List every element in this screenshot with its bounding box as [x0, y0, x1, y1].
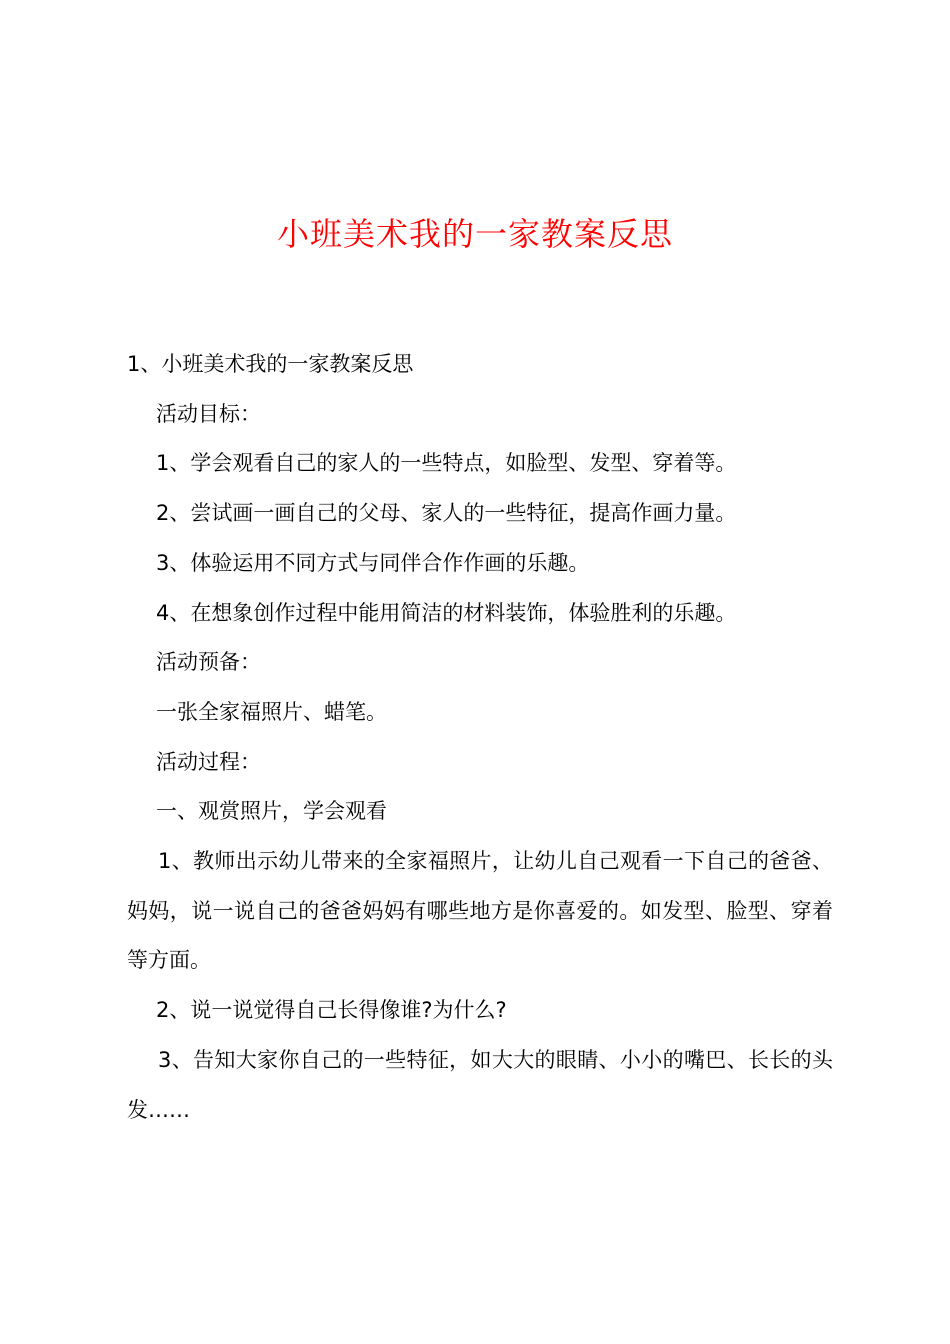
- paragraph: 2、尝试画一画自己的父母、家人的一些特征，提高作画力量。: [156, 501, 737, 526]
- document-body: [127, 340, 833, 1135]
- paragraph: 活动目标：: [156, 401, 261, 426]
- section-heading: 1、小班美术我的一家教案反思: [127, 352, 414, 376]
- paragraph: 4、在想象创作过程中能用简洁的材料装饰，体验胜利的乐趣。: [156, 600, 737, 625]
- paragraph: 一、观赏照片，学会观看: [156, 799, 387, 824]
- paragraph: 1、教师出示幼儿带来的全家福照片，让幼儿自己观看一下自己的爸爸、妈妈，说一说自己的爸爸妈妈有哪些地方是你喜爱的。如发型、脸型、穿着等方面。: [127, 849, 833, 973]
- paragraph: 1、学会观看自己的家人的一些特点，如脸型、发型、穿着等。: [156, 451, 737, 476]
- paragraph: 一张全家福照片、蜡笔。: [156, 699, 387, 724]
- document-title: 小班美术我的一家教案反思: [276, 215, 673, 253]
- paragraph: 活动过程：: [156, 749, 261, 774]
- paragraph: 活动预备：: [156, 650, 261, 675]
- paragraph: 3、告知大家你自己的一些特征，如大大的眼睛、小小的嘴巴、长长的头发……: [127, 1047, 833, 1122]
- paragraph: 2、说一说觉得自己长得像谁?为什么?: [156, 998, 507, 1023]
- paragraph: 3、体验运用不同方式与同伴合作作画的乐趣。: [156, 550, 590, 575]
